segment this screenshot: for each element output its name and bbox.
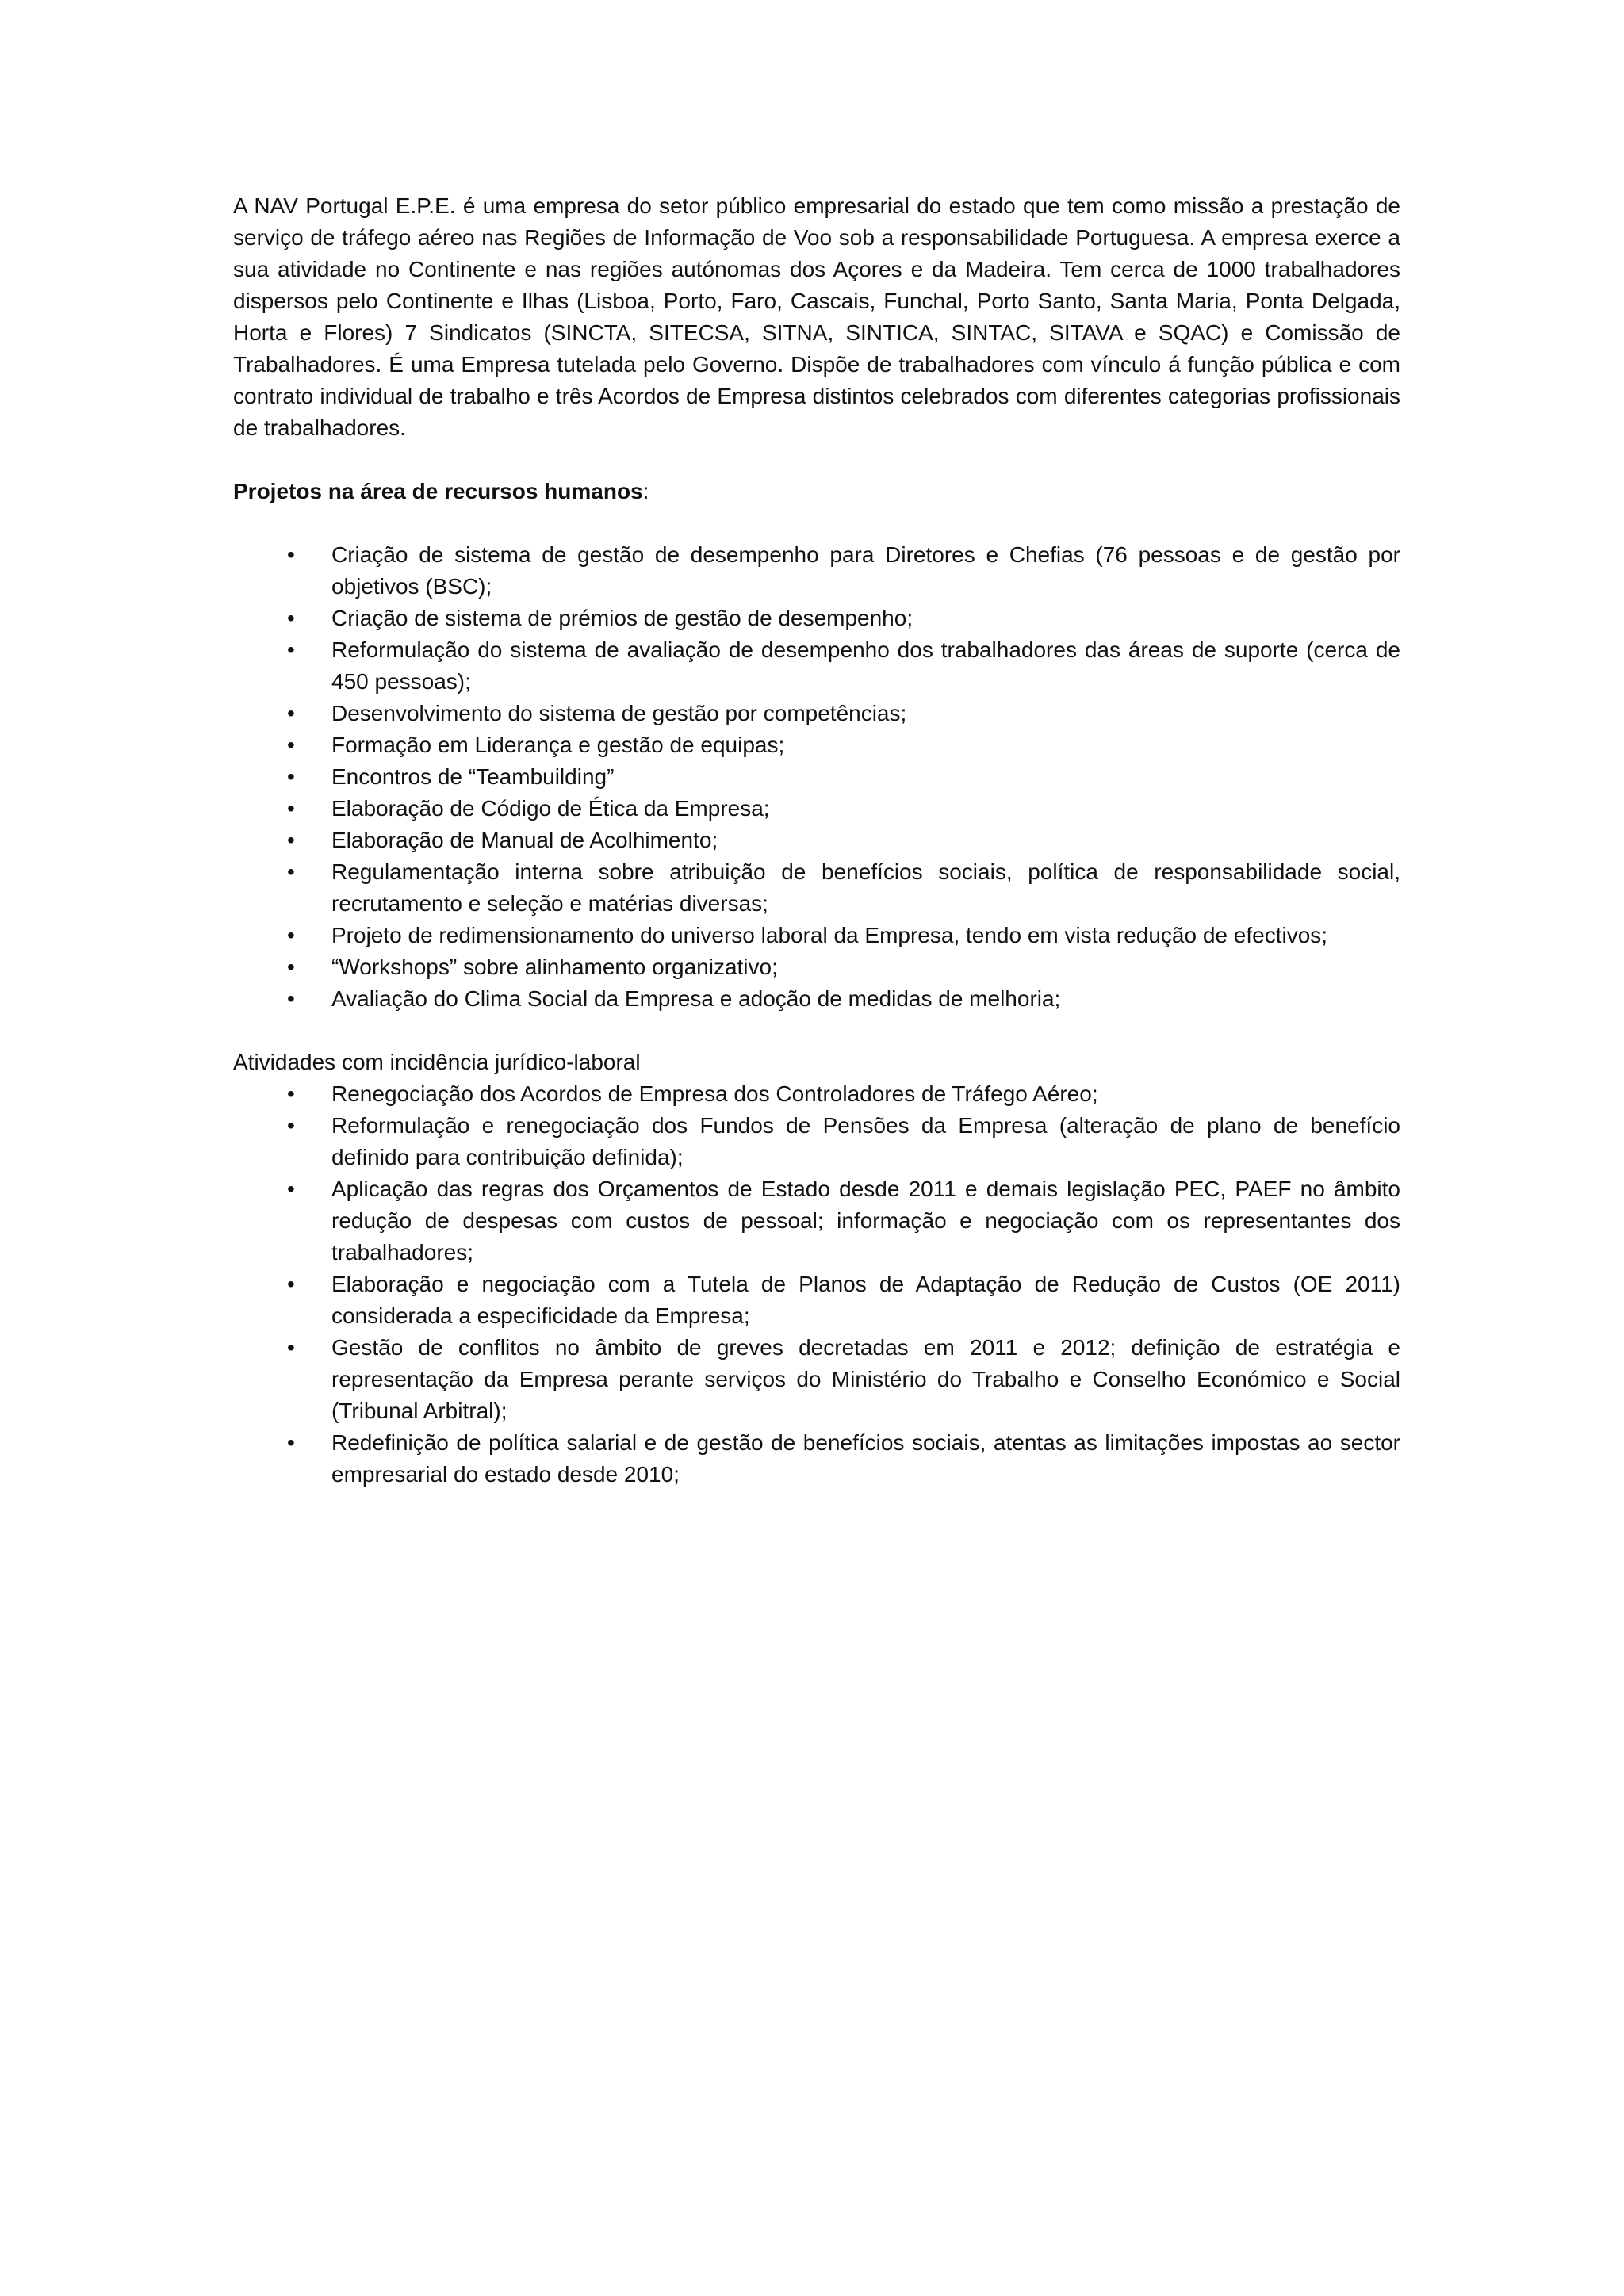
bullet-icon: • bbox=[287, 955, 295, 979]
list-item bbox=[233, 698, 1400, 729]
bullet-icon: • bbox=[287, 923, 295, 947]
list-item-text: Desenvolvimento do sistema de gestão por competências; bbox=[331, 701, 907, 725]
legal-activities-list bbox=[233, 1078, 1400, 1490]
list-item-text: Elaboração de Manual de Acolhimento; bbox=[331, 828, 718, 852]
list-item-text: Criação de sistema de gestão de desempenho para Diretores e Chefias (76 pessoas e de gestão por objetivos (BSC); bbox=[331, 542, 1400, 599]
list-item bbox=[233, 793, 1400, 825]
bullet-icon: • bbox=[287, 828, 295, 852]
list-item-text: Avaliação do Clima Social da Empresa e adoção de medidas de melhoria; bbox=[331, 986, 1061, 1011]
bullet-icon: • bbox=[287, 733, 295, 757]
list-item-text: Criação de sistema de prémios de gestão de desempenho; bbox=[331, 606, 914, 630]
list-item-text: Gestão de conflitos no âmbito de greves decretadas em 2011 e 2012; definição de estratégia e representação da Empresa perante serviços do Ministério do Trabalho e Conselho Económico e Social (Tribunal Arbitral); bbox=[331, 1335, 1400, 1423]
hr-section-heading-text: Projetos na área de recursos humanos bbox=[233, 479, 643, 503]
list-item-text: Formação em Liderança e gestão de equipas; bbox=[331, 733, 785, 757]
list-item bbox=[233, 951, 1400, 983]
legal-section-heading: Atividades com incidência jurídico-laboral bbox=[233, 1050, 641, 1074]
bullet-icon: • bbox=[287, 859, 295, 884]
bullet-icon: • bbox=[287, 637, 295, 662]
list-item bbox=[233, 1078, 1400, 1110]
list-item bbox=[233, 1332, 1400, 1427]
hr-projects-list bbox=[233, 539, 1400, 1015]
bullet-icon: • bbox=[287, 1177, 295, 1201]
list-item bbox=[233, 983, 1400, 1015]
list-item-text: Reformulação e renegociação dos Fundos de Pensões da Empresa (alteração de plano de benefício definido para contribuição definida); bbox=[331, 1113, 1400, 1169]
bullet-icon: • bbox=[287, 542, 295, 567]
list-item bbox=[233, 1269, 1400, 1332]
hr-section-heading-colon: : bbox=[642, 479, 649, 503]
bullet-icon: • bbox=[287, 764, 295, 789]
list-item-text: “Workshops” sobre alinhamento organizativo; bbox=[331, 955, 778, 979]
list-item-text: Elaboração e negociação com a Tutela de Planos de Adaptação de Redução de Custos (OE 2011) considerada a especificidade da Empresa; bbox=[331, 1272, 1400, 1328]
bullet-icon: • bbox=[287, 986, 295, 1011]
list-item bbox=[233, 761, 1400, 793]
bullet-icon: • bbox=[287, 701, 295, 725]
list-item bbox=[233, 603, 1400, 634]
list-item-text: Redefinição de política salarial e de gestão de benefícios sociais, atentas as limitações impostas ao sector empresarial do estado desde 2010; bbox=[331, 1430, 1400, 1487]
bullet-icon: • bbox=[287, 1272, 295, 1296]
document-body bbox=[233, 190, 1400, 1490]
list-item bbox=[233, 825, 1400, 856]
bullet-icon: • bbox=[287, 1430, 295, 1455]
list-item bbox=[233, 856, 1400, 920]
list-item bbox=[233, 539, 1400, 603]
bullet-icon: • bbox=[287, 796, 295, 821]
bullet-icon: • bbox=[287, 1335, 295, 1360]
list-item bbox=[233, 634, 1400, 698]
list-item bbox=[233, 729, 1400, 761]
list-item-text: Renegociação dos Acordos de Empresa dos Controladores de Tráfego Aéreo; bbox=[331, 1081, 1098, 1106]
list-item bbox=[233, 1173, 1400, 1269]
bullet-icon: • bbox=[287, 606, 295, 630]
list-item-text: Aplicação das regras dos Orçamentos de Estado desde 2011 e demais legislação PEC, PAEF no âmbito redução de despesas com custos de pessoal; informação e negociação com os representantes dos trabalhadores; bbox=[331, 1177, 1400, 1265]
list-item-text: Elaboração de Código de Ética da Empresa; bbox=[331, 796, 770, 821]
list-item bbox=[233, 1110, 1400, 1173]
list-item-text: Projeto de redimensionamento do universo laboral da Empresa, tendo em vista redução de efectivos; bbox=[331, 923, 1328, 947]
list-item-text: Regulamentação interna sobre atribuição de benefícios sociais, política de responsabilidade social, recrutamento e seleção e matérias diversas; bbox=[331, 859, 1400, 916]
intro-paragraph: A NAV Portugal E.P.E. é uma empresa do setor público empresarial do estado que tem como missão a prestação de serviço de tráfego aéreo nas Regiões de Informação de Voo sob a responsabilidade Portuguesa. A empresa exerce a sua atividade no Continente e nas regiões autónomas dos Açores e da Madeira. Tem cerca de 1000 trabalhadores dispersos pelo Continente e Ilhas (Lisboa, Porto, Faro, Cascais, Funchal, Porto Santo, Santa Maria, Ponta Delgada, Horta e Flores) 7 Sindicatos (SINCTA, SITECSA, SITNA, SINTICA, SINTAC, SITAVA e SQAC) e Comissão de Trabalhadores. É uma Empresa tutelada pelo Governo. Dispõe de trabalhadores com vínculo á função pública e com contrato individual de trabalho e três Acordos de Empresa distintos celebrados com diferentes categorias profissionais de trabalhadores. bbox=[233, 193, 1400, 440]
list-item-text: Encontros de “Teambuilding” bbox=[331, 764, 615, 789]
list-item-text: Reformulação do sistema de avaliação de desempenho dos trabalhadores das áreas de suporte (cerca de 450 pessoas); bbox=[331, 637, 1400, 694]
list-item bbox=[233, 920, 1400, 951]
list-item bbox=[233, 1427, 1400, 1490]
hr-section-heading bbox=[233, 476, 1400, 507]
bullet-icon: • bbox=[287, 1081, 295, 1106]
bullet-icon: • bbox=[287, 1113, 295, 1138]
